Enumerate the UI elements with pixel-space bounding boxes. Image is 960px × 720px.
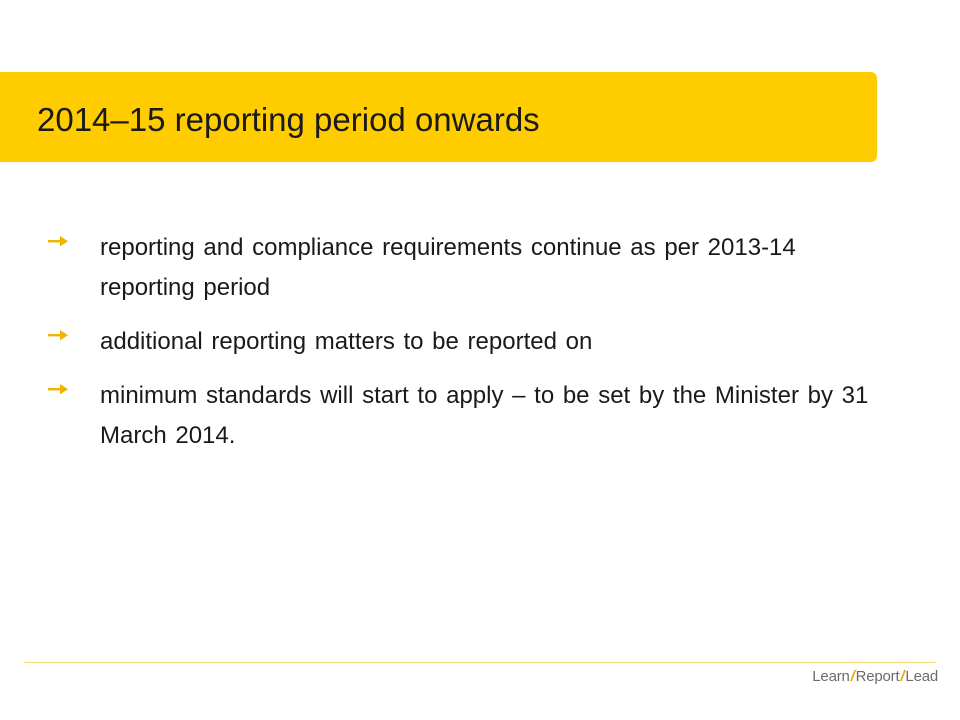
arrow-right-icon xyxy=(48,376,70,416)
logo-word-lead: Lead xyxy=(905,668,938,685)
logo-word-learn: Learn xyxy=(812,668,850,685)
footer-logo xyxy=(812,668,938,685)
slide-title: 2014–15 reporting period onwards xyxy=(37,101,540,138)
logo-word-report: Report xyxy=(855,668,900,685)
bullet-item xyxy=(48,376,888,456)
footer-divider xyxy=(24,662,936,663)
arrow-right-icon xyxy=(48,228,70,268)
bullet-item xyxy=(48,228,888,308)
logo-separator: / xyxy=(850,668,855,685)
logo-separator: / xyxy=(900,668,905,685)
bullet-text: reporting and compliance requirements continue as per 2013-14 reporting period xyxy=(100,234,796,301)
bullet-list xyxy=(48,228,888,470)
bullet-text: additional reporting matters to be reported on xyxy=(100,328,593,355)
bullet-text: minimum standards will start to apply – to be set by the Minister by 31 March 2014. xyxy=(100,382,869,449)
bullet-item xyxy=(48,322,888,362)
arrow-right-icon xyxy=(48,322,70,362)
